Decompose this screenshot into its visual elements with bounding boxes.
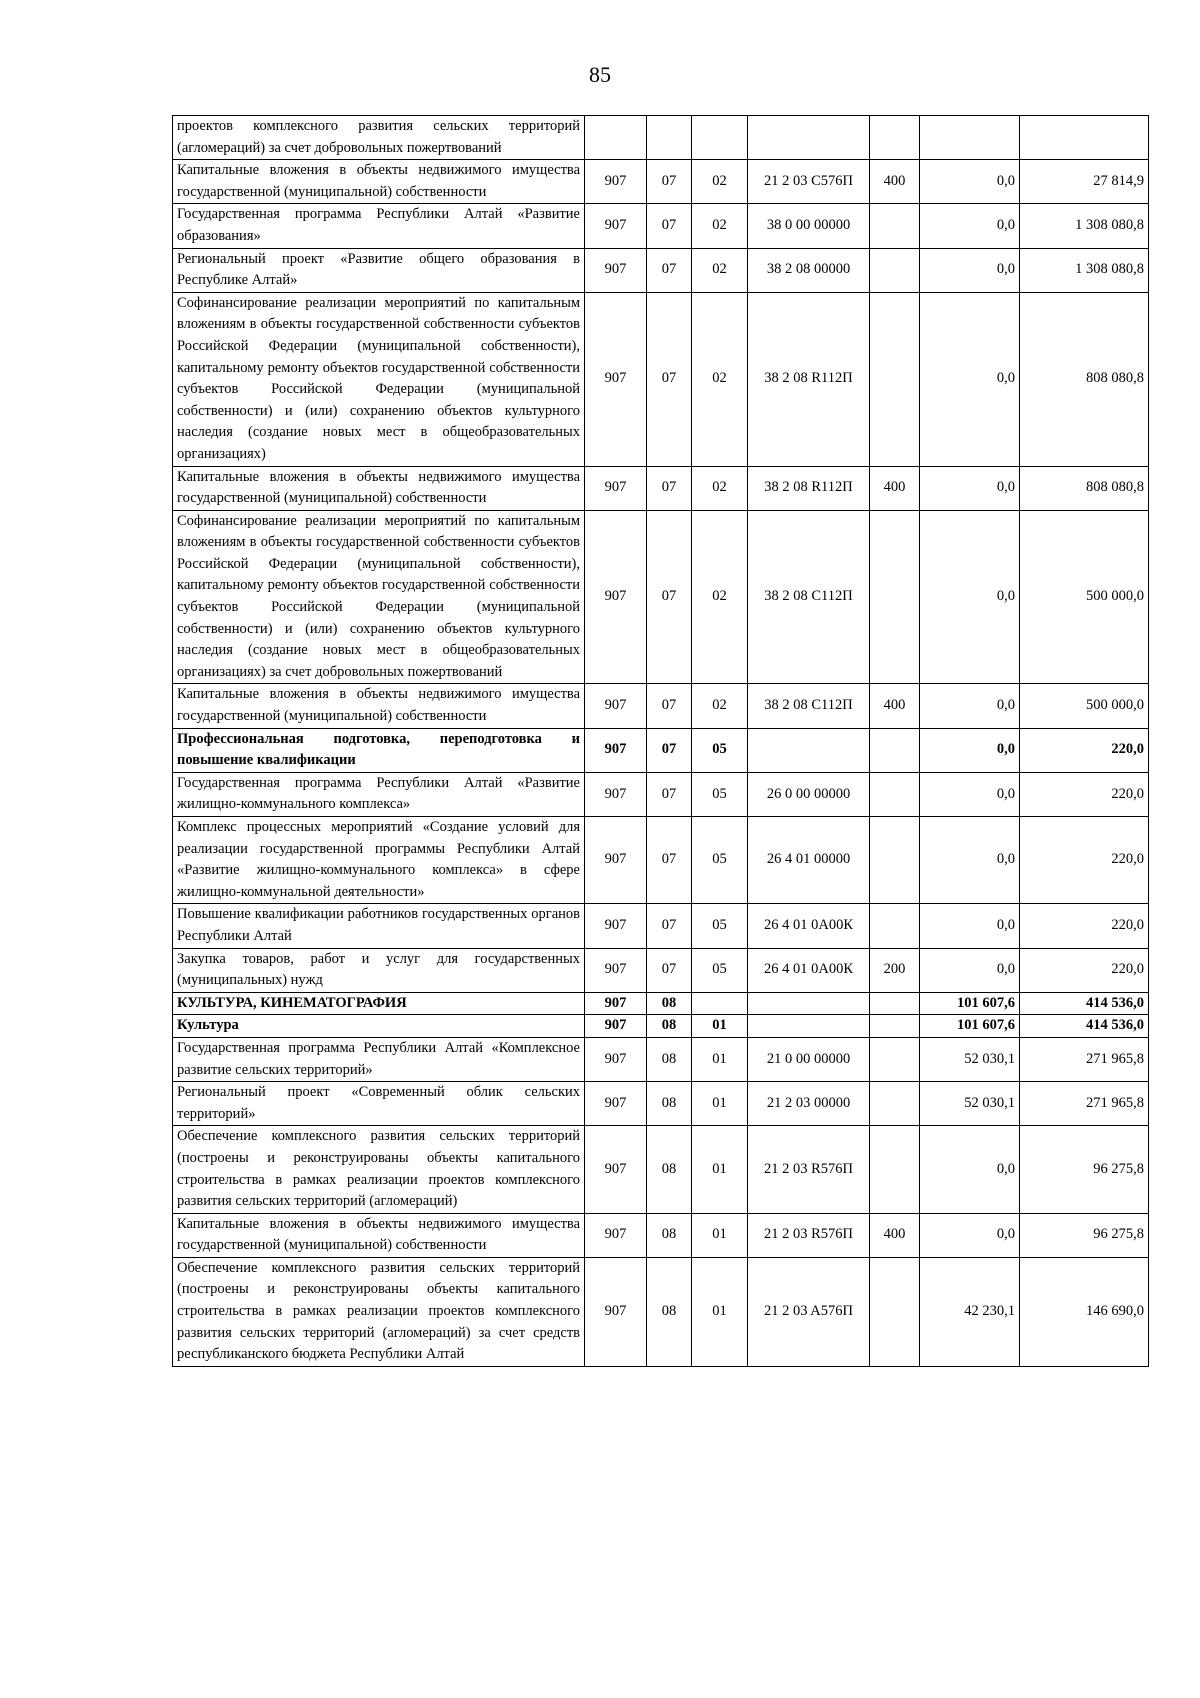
amount-2: 271 965,8 <box>1020 1037 1149 1081</box>
gr-code: 907 <box>585 904 647 948</box>
amount-1: 101 607,6 <box>920 992 1020 1015</box>
vr-code: 400 <box>870 1213 920 1257</box>
pr-code: 05 <box>692 817 748 904</box>
rz-code: 07 <box>647 817 692 904</box>
amount-2: 500 000,0 <box>1020 510 1149 684</box>
table-row <box>173 1015 1149 1038</box>
gr-code: 907 <box>585 992 647 1015</box>
gr-code: 907 <box>585 817 647 904</box>
amount-1: 0,0 <box>920 728 1020 772</box>
vr-code <box>870 992 920 1015</box>
item-name: Закупка товаров, работ и услуг для государственных (муниципальных) нужд <box>173 948 585 992</box>
csr-code: 26 0 00 00000 <box>748 772 870 816</box>
vr-code <box>870 1037 920 1081</box>
vr-code <box>870 1015 920 1038</box>
amount-2 <box>1020 116 1149 160</box>
vr-code: 400 <box>870 684 920 728</box>
csr-code <box>748 728 870 772</box>
amount-2: 414 536,0 <box>1020 992 1149 1015</box>
vr-code <box>870 772 920 816</box>
rz-code: 07 <box>647 292 692 466</box>
csr-code <box>748 1015 870 1038</box>
amount-2: 271 965,8 <box>1020 1082 1149 1126</box>
rz-code: 07 <box>647 466 692 510</box>
table-row <box>173 292 1149 466</box>
item-name: Капитальные вложения в объекты недвижимого имущества государственной (муниципальной) собственности <box>173 160 585 204</box>
amount-2: 220,0 <box>1020 948 1149 992</box>
item-name: Софинансирование реализации мероприятий по капитальным вложениям в объекты государственной собственности субъектов Российской Федерации (муниципальной собственности), капитальному ремонту объектов государственной собственности субъектов Российской Федерации (муниципальной собственности) и (или) сохранению объектов культурного наследия (создание новых мест в общеобразовательных организациях) за счет добровольных пожертвований <box>173 510 585 684</box>
amount-2: 220,0 <box>1020 728 1149 772</box>
pr-code: 05 <box>692 772 748 816</box>
gr-code: 907 <box>585 684 647 728</box>
gr-code: 907 <box>585 248 647 292</box>
vr-code <box>870 248 920 292</box>
item-name: Культура <box>173 1015 585 1038</box>
rz-code: 08 <box>647 1213 692 1257</box>
csr-code <box>748 116 870 160</box>
item-name: Государственная программа Республики Алтай «Комплексное развитие сельских территорий» <box>173 1037 585 1081</box>
rz-code: 08 <box>647 1257 692 1366</box>
item-name: Профессиональная подготовка, переподготовка и повышение квалификации <box>173 728 585 772</box>
vr-code <box>870 817 920 904</box>
rz-code: 07 <box>647 248 692 292</box>
table-row <box>173 728 1149 772</box>
table-row <box>173 948 1149 992</box>
item-name: Региональный проект «Развитие общего образования в Республике Алтай» <box>173 248 585 292</box>
table-row <box>173 992 1149 1015</box>
csr-code: 21 2 03 C576П <box>748 160 870 204</box>
gr-code: 907 <box>585 1082 647 1126</box>
rz-code: 08 <box>647 1015 692 1038</box>
gr-code: 907 <box>585 292 647 466</box>
pr-code: 02 <box>692 292 748 466</box>
budget-table <box>172 115 1149 1367</box>
rz-code: 08 <box>647 1082 692 1126</box>
rz-code: 07 <box>647 948 692 992</box>
item-name: Капитальные вложения в объекты недвижимого имущества государственной (муниципальной) собственности <box>173 466 585 510</box>
vr-code <box>870 904 920 948</box>
item-name: Софинансирование реализации мероприятий по капитальным вложениям в объекты государственной собственности субъектов Российской Федерации (муниципальной собственности), капитальному ремонту объектов государственной собственности субъектов Российской Федерации (муниципальной собственности) и (или) сохранению объектов культурного наследия (создание новых мест в общеобразовательных организациях) <box>173 292 585 466</box>
table-row <box>173 684 1149 728</box>
vr-code: 400 <box>870 466 920 510</box>
amount-2: 96 275,8 <box>1020 1213 1149 1257</box>
pr-code: 02 <box>692 204 748 248</box>
amount-2: 414 536,0 <box>1020 1015 1149 1038</box>
amount-1: 0,0 <box>920 1213 1020 1257</box>
pr-code: 05 <box>692 948 748 992</box>
table-row <box>173 1126 1149 1213</box>
pr-code: 01 <box>692 1126 748 1213</box>
amount-1: 52 030,1 <box>920 1037 1020 1081</box>
item-name: Капитальные вложения в объекты недвижимого имущества государственной (муниципальной) собственности <box>173 684 585 728</box>
vr-code: 400 <box>870 160 920 204</box>
csr-code: 21 2 03 R576П <box>748 1126 870 1213</box>
amount-2: 220,0 <box>1020 817 1149 904</box>
table-row <box>173 1213 1149 1257</box>
csr-code: 38 2 08 R112П <box>748 292 870 466</box>
item-name: Региональный проект «Современный облик сельских территорий» <box>173 1082 585 1126</box>
item-name: проектов комплексного развития сельских территорий (агломераций) за счет добровольных пожертвований <box>173 116 585 160</box>
amount-1: 0,0 <box>920 684 1020 728</box>
csr-code: 26 4 01 0А00К <box>748 904 870 948</box>
amount-1 <box>920 116 1020 160</box>
item-name: КУЛЬТУРА, КИНЕМАТОГРАФИЯ <box>173 992 585 1015</box>
pr-code: 01 <box>692 1257 748 1366</box>
gr-code: 907 <box>585 1015 647 1038</box>
rz-code: 08 <box>647 1037 692 1081</box>
pr-code: 02 <box>692 466 748 510</box>
table-row <box>173 1257 1149 1366</box>
table-row <box>173 466 1149 510</box>
rz-code: 07 <box>647 728 692 772</box>
table-row <box>173 116 1149 160</box>
amount-1: 0,0 <box>920 817 1020 904</box>
csr-code: 38 0 00 00000 <box>748 204 870 248</box>
amount-1: 42 230,1 <box>920 1257 1020 1366</box>
pr-code: 05 <box>692 904 748 948</box>
pr-code <box>692 992 748 1015</box>
gr-code: 907 <box>585 1126 647 1213</box>
pr-code: 01 <box>692 1213 748 1257</box>
amount-1: 0,0 <box>920 292 1020 466</box>
gr-code: 907 <box>585 948 647 992</box>
amount-1: 0,0 <box>920 510 1020 684</box>
table-row <box>173 772 1149 816</box>
pr-code: 05 <box>692 728 748 772</box>
amount-1: 0,0 <box>920 248 1020 292</box>
amount-1: 0,0 <box>920 904 1020 948</box>
item-name: Повышение квалификации работников государственных органов Республики Алтай <box>173 904 585 948</box>
amount-1: 0,0 <box>920 160 1020 204</box>
amount-2: 500 000,0 <box>1020 684 1149 728</box>
rz-code: 07 <box>647 904 692 948</box>
pr-code: 02 <box>692 510 748 684</box>
item-name: Обеспечение комплексного развития сельских территорий (построены и реконструированы объекты капитального строительства в рамках реализации проектов комплексного развития сельских территорий (агломераций) за счет средств республиканского бюджета Республики Алтай <box>173 1257 585 1366</box>
rz-code: 07 <box>647 160 692 204</box>
amount-1: 0,0 <box>920 204 1020 248</box>
item-name: Обеспечение комплексного развития сельских территорий (построены и реконструированы объекты капитального строительства в рамках реализации проектов комплексного развития сельских территорий (агломераций) <box>173 1126 585 1213</box>
table-row <box>173 904 1149 948</box>
csr-code: 38 2 08 R112П <box>748 466 870 510</box>
csr-code: 38 2 08 C112П <box>748 684 870 728</box>
amount-2: 808 080,8 <box>1020 466 1149 510</box>
table-row <box>173 204 1149 248</box>
vr-code <box>870 1126 920 1213</box>
amount-2: 1 308 080,8 <box>1020 204 1149 248</box>
pr-code: 01 <box>692 1037 748 1081</box>
vr-code: 200 <box>870 948 920 992</box>
item-name: Комплекс процессных мероприятий «Создание условий для реализации государственной программы Республики Алтай «Развитие жилищно-коммунального комплекса» в сфере жилищно-коммунальной деятельности» <box>173 817 585 904</box>
gr-code <box>585 116 647 160</box>
table-row <box>173 1082 1149 1126</box>
pr-code <box>692 116 748 160</box>
item-name: Государственная программа Республики Алтай «Развитие жилищно-коммунального комплекса» <box>173 772 585 816</box>
rz-code: 07 <box>647 772 692 816</box>
vr-code <box>870 292 920 466</box>
csr-code: 21 2 03 00000 <box>748 1082 870 1126</box>
amount-2: 220,0 <box>1020 904 1149 948</box>
amount-1: 0,0 <box>920 1126 1020 1213</box>
amount-2: 27 814,9 <box>1020 160 1149 204</box>
amount-1: 0,0 <box>920 948 1020 992</box>
table-row <box>173 248 1149 292</box>
rz-code: 07 <box>647 684 692 728</box>
vr-code <box>870 728 920 772</box>
csr-code: 26 4 01 00000 <box>748 817 870 904</box>
pr-code: 02 <box>692 160 748 204</box>
table-row <box>173 160 1149 204</box>
rz-code: 08 <box>647 992 692 1015</box>
vr-code <box>870 1257 920 1366</box>
pr-code: 02 <box>692 248 748 292</box>
amount-1: 101 607,6 <box>920 1015 1020 1038</box>
rz-code: 07 <box>647 510 692 684</box>
item-name: Капитальные вложения в объекты недвижимого имущества государственной (муниципальной) собственности <box>173 1213 585 1257</box>
pr-code: 01 <box>692 1082 748 1126</box>
amount-2: 96 275,8 <box>1020 1126 1149 1213</box>
amount-1: 52 030,1 <box>920 1082 1020 1126</box>
gr-code: 907 <box>585 728 647 772</box>
table-row <box>173 510 1149 684</box>
item-name: Государственная программа Республики Алтай «Развитие образования» <box>173 204 585 248</box>
csr-code: 21 0 00 00000 <box>748 1037 870 1081</box>
gr-code: 907 <box>585 466 647 510</box>
rz-code <box>647 116 692 160</box>
table-row <box>173 1037 1149 1081</box>
gr-code: 907 <box>585 1213 647 1257</box>
gr-code: 907 <box>585 772 647 816</box>
gr-code: 907 <box>585 1257 647 1366</box>
vr-code <box>870 1082 920 1126</box>
csr-code: 21 2 03 R576П <box>748 1213 870 1257</box>
pr-code: 01 <box>692 1015 748 1038</box>
amount-2: 146 690,0 <box>1020 1257 1149 1366</box>
gr-code: 907 <box>585 160 647 204</box>
amount-1: 0,0 <box>920 772 1020 816</box>
gr-code: 907 <box>585 204 647 248</box>
amount-2: 220,0 <box>1020 772 1149 816</box>
vr-code <box>870 204 920 248</box>
gr-code: 907 <box>585 1037 647 1081</box>
rz-code: 07 <box>647 204 692 248</box>
pr-code: 02 <box>692 684 748 728</box>
csr-code: 21 2 03 A576П <box>748 1257 870 1366</box>
page-number: 85 <box>589 62 611 87</box>
amount-2: 808 080,8 <box>1020 292 1149 466</box>
gr-code: 907 <box>585 510 647 684</box>
vr-code <box>870 116 920 160</box>
vr-code <box>870 510 920 684</box>
amount-2: 1 308 080,8 <box>1020 248 1149 292</box>
csr-code: 38 2 08 C112П <box>748 510 870 684</box>
csr-code: 26 4 01 0А00К <box>748 948 870 992</box>
rz-code: 08 <box>647 1126 692 1213</box>
table-row <box>173 817 1149 904</box>
amount-1: 0,0 <box>920 466 1020 510</box>
csr-code: 38 2 08 00000 <box>748 248 870 292</box>
csr-code <box>748 992 870 1015</box>
